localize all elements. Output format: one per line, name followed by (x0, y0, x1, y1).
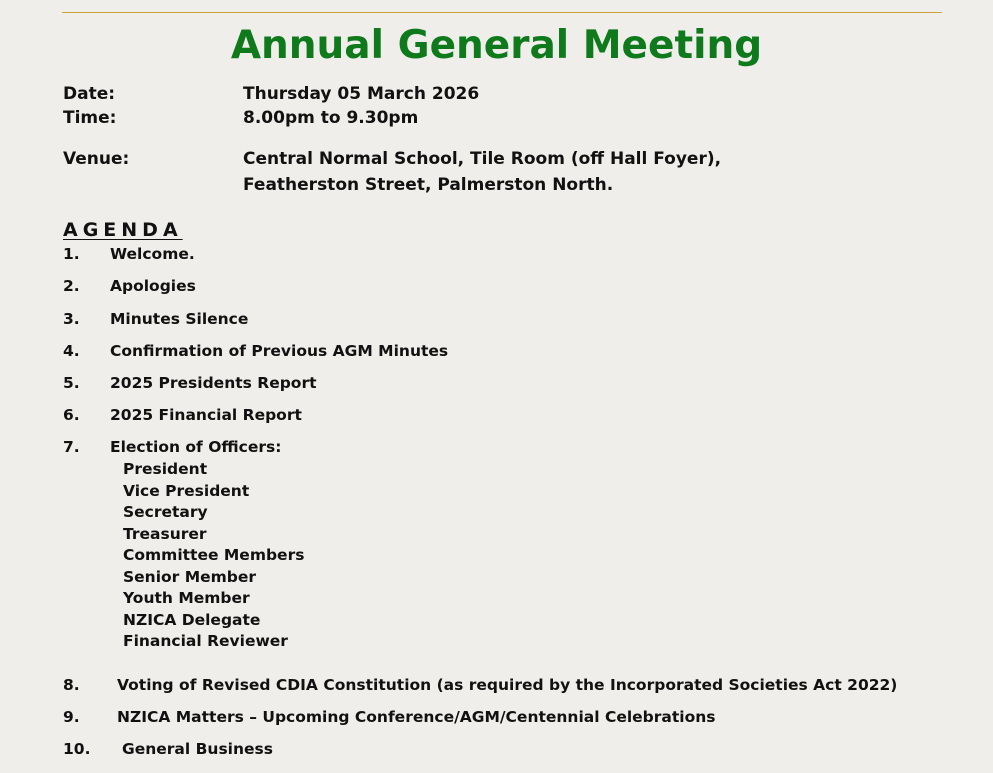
agenda-item-number: 1. (63, 245, 80, 263)
venue-line-1: Central Normal School, Tile Room (off Hall Foyer), (243, 149, 722, 169)
agenda-item-text: General Business (122, 740, 273, 758)
agenda-item-number: 2. (63, 277, 80, 295)
officer-item: NZICA Delegate (123, 610, 261, 629)
agenda-item-number: 3. (63, 310, 80, 328)
agenda-item-text: Apologies (110, 277, 196, 295)
agenda-item-text: 2025 Presidents Report (110, 374, 317, 392)
time-label: Time: (63, 108, 117, 128)
agenda-item-text: 2025 Financial Report (110, 406, 302, 424)
agenda-item-text: Minutes Silence (110, 310, 249, 328)
officer-item: Secretary (123, 503, 208, 521)
agenda-item-number: 6. (63, 406, 80, 424)
agenda-item-number: 5. (63, 374, 80, 392)
page-title: Annual General Meeting (230, 23, 763, 68)
agenda-heading: AGENDA (63, 219, 183, 241)
agenda-item-number: 9. (63, 708, 80, 726)
agenda-item-text: NZICA Matters – Upcoming Conference/AGM/Centennial Celebrations (117, 708, 716, 726)
agenda-item-text: Confirmation of Previous AGM Minutes (110, 342, 449, 360)
agenda-item-number: 4. (63, 342, 80, 360)
officer-item: Committee Members (123, 546, 305, 564)
agenda-item-text: Voting of Revised CDIA Constitution (as required by the Incorporated Societies Act 2022) (117, 676, 898, 694)
officer-item: Vice President (123, 481, 250, 500)
officer-item: Youth Member (123, 589, 250, 607)
header-rule (62, 12, 942, 13)
agenda-item-number: 10. (63, 740, 91, 758)
agenda-item-text: Election of Officers: (110, 438, 282, 456)
venue-label: Venue: (63, 149, 130, 169)
officer-item: Financial Reviewer (123, 632, 288, 650)
time-value: 8.00pm to 9.30pm (243, 108, 419, 128)
agenda-item-number: 7. (63, 438, 80, 456)
officer-item: Treasurer (123, 524, 207, 543)
officer-item: President (123, 460, 208, 478)
date-value: Thursday 05 March 2026 (243, 84, 480, 104)
date-label: Date: (63, 84, 116, 104)
agenda-item-text: Welcome. (110, 245, 195, 263)
officer-item: Senior Member (123, 567, 257, 586)
agenda-item-number: 8. (63, 676, 80, 694)
officer-list (123, 459, 304, 653)
venue-line-2: Featherston Street, Palmerston North. (243, 175, 614, 195)
